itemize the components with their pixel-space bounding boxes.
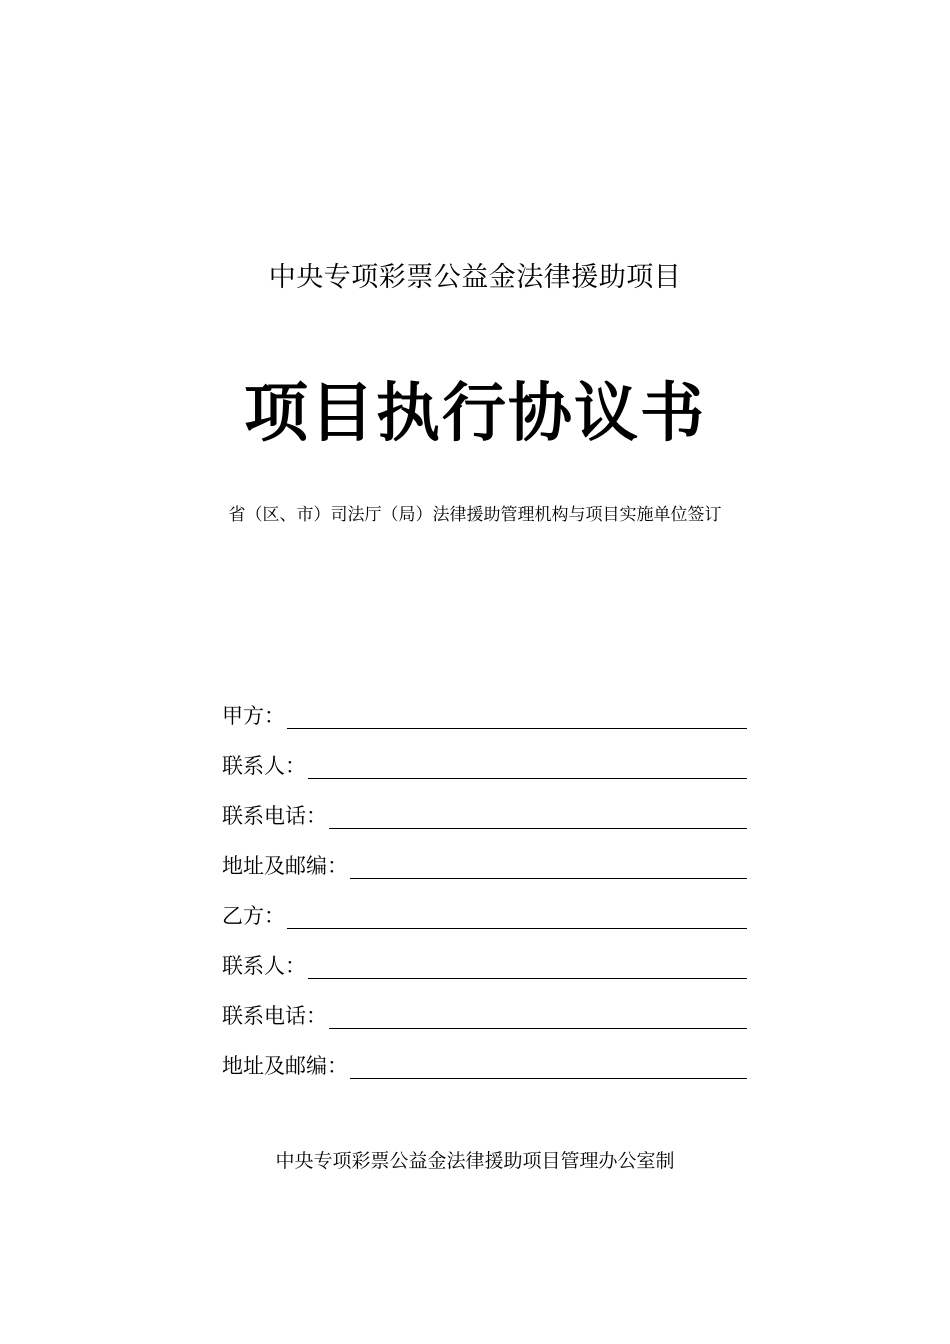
footer-issuer: 中央专项彩票公益金法律援助项目管理办公室制 xyxy=(275,1150,675,1172)
party-a-contact-field xyxy=(222,732,747,782)
party-b-address-blank[interactable] xyxy=(350,1054,747,1079)
party-a-blank[interactable] xyxy=(287,704,747,729)
party-a-field xyxy=(222,682,747,732)
party-a-phone-label: 联系电话： xyxy=(222,804,327,828)
party-b-blank[interactable] xyxy=(287,904,747,929)
party-a-label: 甲方： xyxy=(222,704,285,728)
party-b-address-field xyxy=(222,1032,747,1082)
party-a-address-field xyxy=(222,832,747,882)
party-a-address-blank[interactable] xyxy=(350,854,747,879)
main-title: 项目执行协议书 xyxy=(244,377,706,451)
header-title: 中央专项彩票公益金法律援助项目 xyxy=(268,262,682,293)
party-b-contact-field xyxy=(222,932,747,982)
party-b-contact-blank[interactable] xyxy=(308,954,747,979)
party-a-contact-blank[interactable] xyxy=(308,754,747,779)
party-b-phone-blank[interactable] xyxy=(329,1004,747,1029)
party-a-contact-label: 联系人： xyxy=(222,754,306,778)
subtitle: 省（区、市）司法厅（局）法律援助管理机构与项目实施单位签订 xyxy=(228,505,722,525)
party-b-contact-label: 联系人： xyxy=(222,954,306,978)
party-b-label: 乙方： xyxy=(222,904,285,928)
party-b-phone-field xyxy=(222,982,747,1032)
party-info-fields xyxy=(222,682,747,1082)
party-a-phone-field xyxy=(222,782,747,832)
party-b-address-label: 地址及邮编： xyxy=(222,1054,348,1078)
party-a-address-label: 地址及邮编： xyxy=(222,854,348,878)
party-b-field xyxy=(222,882,747,932)
party-b-phone-label: 联系电话： xyxy=(222,1004,327,1028)
party-a-phone-blank[interactable] xyxy=(329,804,747,829)
